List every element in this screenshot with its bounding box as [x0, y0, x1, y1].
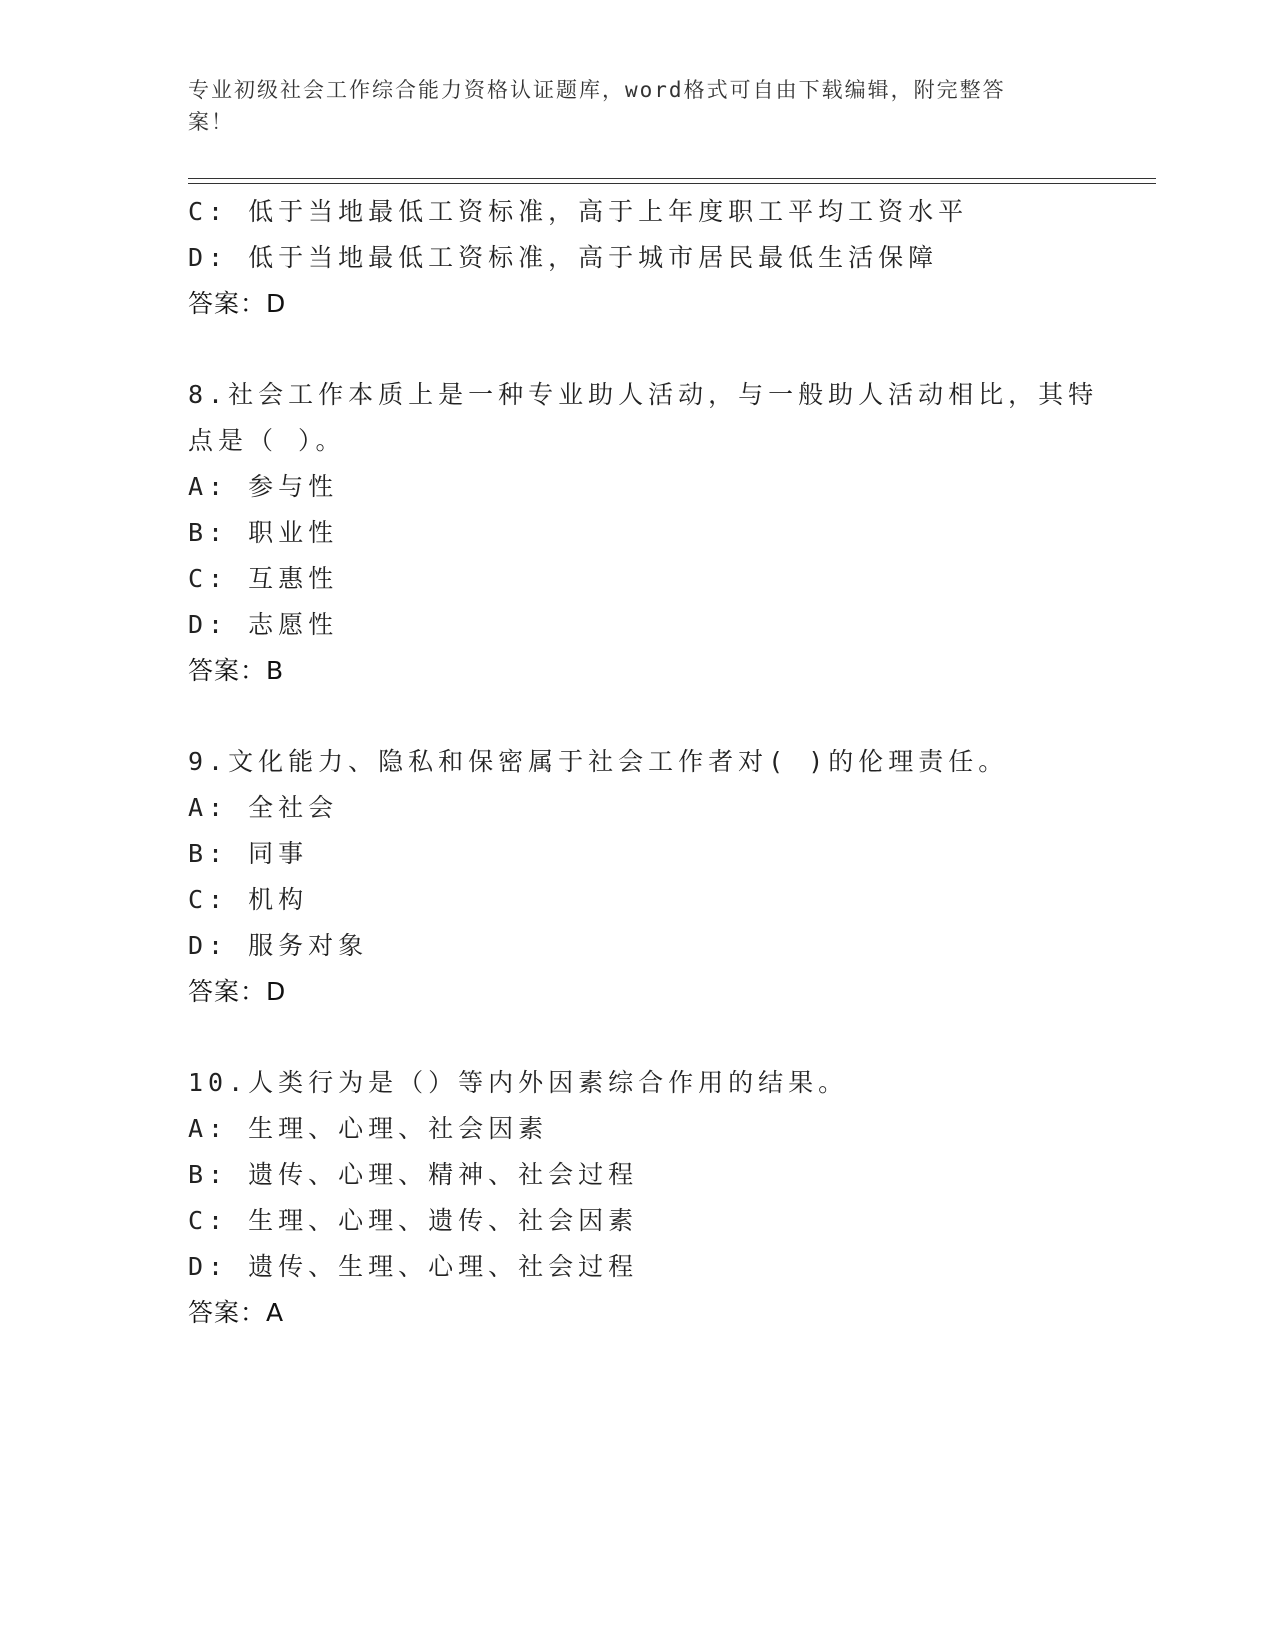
- header-rule-top: [188, 178, 1156, 179]
- answer-line: 答案：D: [188, 289, 287, 318]
- answer-line: 答案：D: [188, 977, 287, 1006]
- question-10: [188, 1060, 1088, 1336]
- question-list: [188, 189, 1099, 1336]
- header-rule-bottom: [188, 183, 1156, 184]
- question-stem-line-1: 8.社会工作本质上是一种专业助人活动，与一般助人活动相比，其特: [188, 380, 1099, 409]
- question-stem-line-1: 10.人类行为是（）等内外因素综合作用的结果。: [188, 1068, 849, 1097]
- document-header: [188, 74, 1078, 138]
- header-title-line-1: 专业初级社会工作综合能力资格认证题库，word格式可自由下载编辑，附完整答: [188, 78, 1006, 102]
- option-c: C: 机构: [188, 885, 309, 914]
- header-title-line-2: 案！: [188, 110, 234, 134]
- option-d: D: 服务对象: [188, 931, 369, 960]
- option-a: A: 参与性: [188, 472, 339, 501]
- answer-line: 答案：B: [188, 656, 285, 685]
- option-b: B: 遗传、心理、精神、社会过程: [188, 1160, 639, 1189]
- option-c: C: 互惠性: [188, 564, 339, 593]
- option-d: D: 遗传、生理、心理、社会过程: [188, 1252, 639, 1281]
- question-stem-line-1: 9.文化能力、隐私和保密属于社会工作者对( )的伦理责任。: [188, 747, 1009, 776]
- answer-line: 答案：A: [188, 1298, 285, 1327]
- option-d: D: 低于当地最低工资标准，高于城市居民最低生活保障: [188, 243, 939, 272]
- option-c: C: 生理、心理、遗传、社会因素: [188, 1206, 639, 1235]
- question-stem-line-2: 点是（ ）。: [188, 426, 346, 455]
- option-a: A: 生理、心理、社会因素: [188, 1114, 549, 1143]
- question-7-continued: [188, 189, 1088, 327]
- option-b: B: 同事: [188, 839, 309, 868]
- question-8: [188, 372, 1099, 694]
- question-9: [188, 739, 1088, 1015]
- option-c: C: 低于当地最低工资标准，高于上年度职工平均工资水平: [188, 197, 969, 226]
- option-b: B: 职业性: [188, 518, 339, 547]
- option-a: A: 全社会: [188, 793, 339, 822]
- option-d: D: 志愿性: [188, 610, 339, 639]
